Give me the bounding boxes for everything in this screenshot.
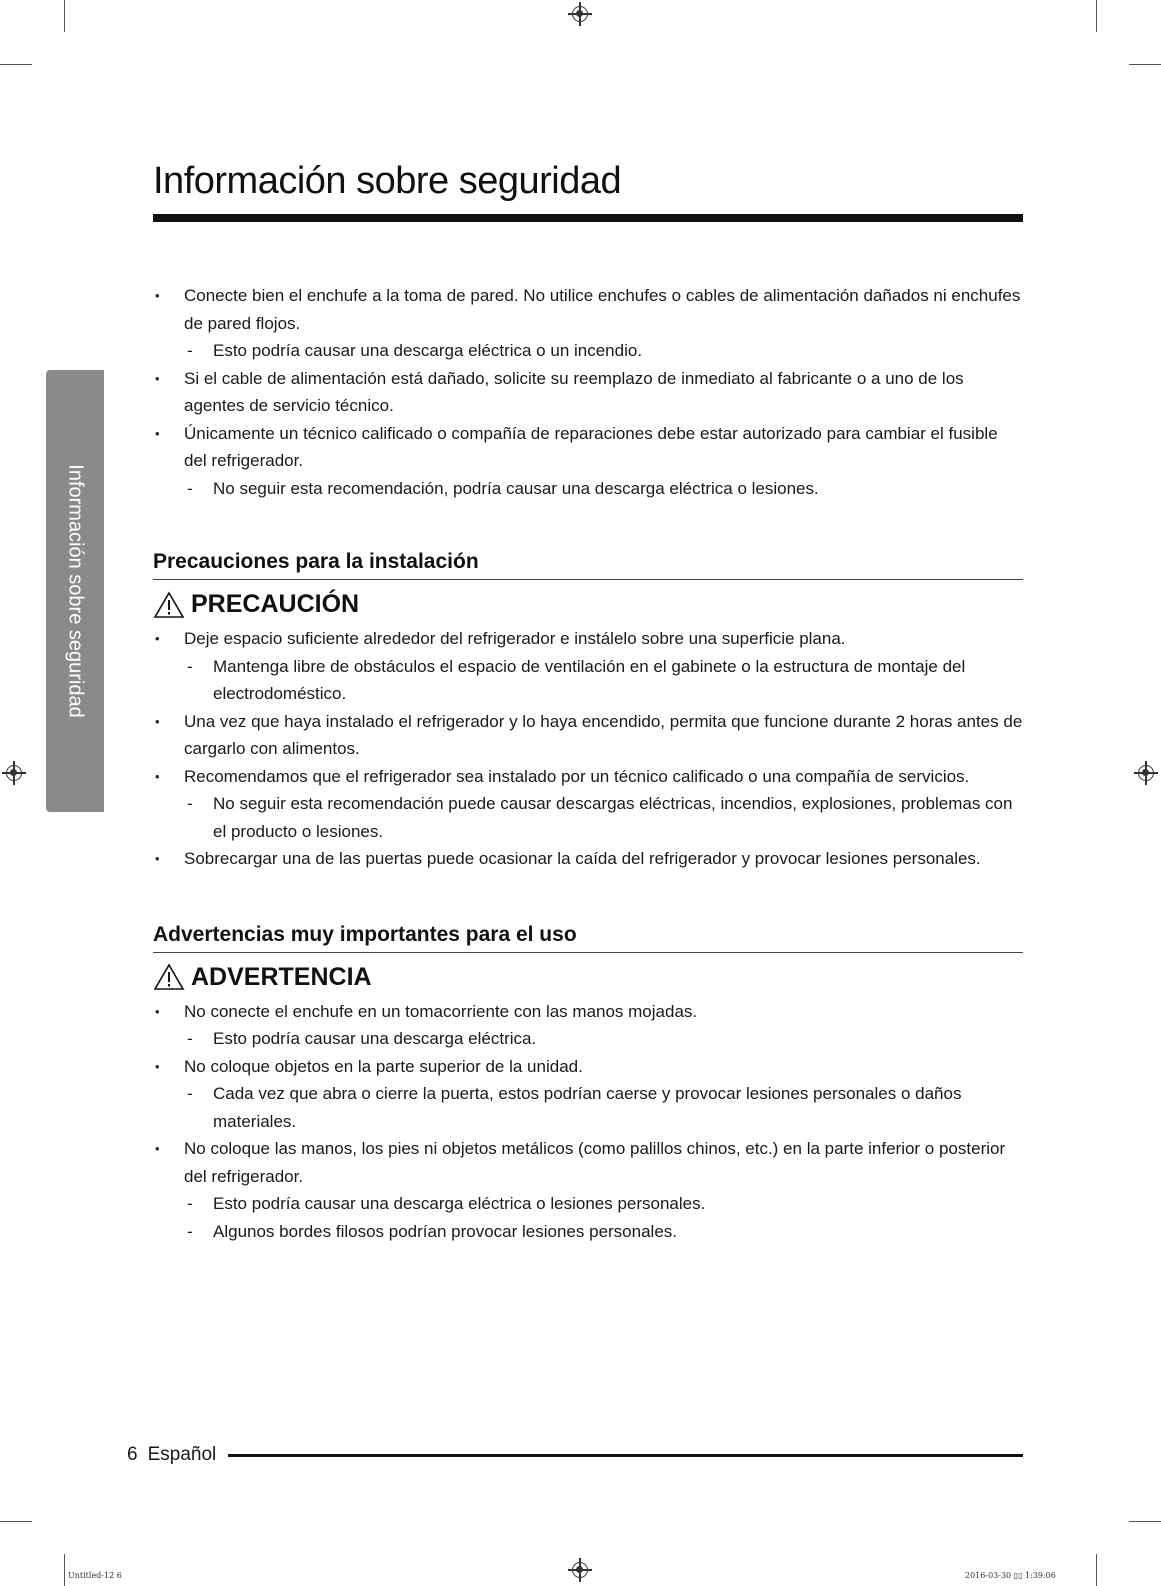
list-item-text: Únicamente un técnico calificado o compañía de reparaciones debe estar autorizado para cambiar el fusible del refrigerador.: [184, 423, 998, 470]
list-item-text: Si el cable de alimentación está dañado, solicite su reemplazo de inmediato al fabricante o a uno de los agentes de servicio técnico.: [184, 368, 964, 415]
list-item: [153, 365, 1023, 420]
list-item: [153, 998, 1023, 1053]
sub-list: [184, 1025, 1023, 1053]
print-mark-left: Untitled-12 6: [68, 1571, 122, 1580]
warning-alert: [153, 963, 1023, 992]
sub-list-item: - No seguir esta recomendación, podría causar una descarga eléctrica o lesiones.: [184, 475, 1023, 503]
page-title: Información sobre seguridad: [153, 160, 622, 202]
page-number: 6: [127, 1444, 138, 1465]
list-item: [153, 708, 1023, 763]
section-heading-usage: Advertencias muy importantes para el uso: [153, 921, 1023, 953]
registration-mark-bottom-icon: [572, 1562, 588, 1578]
list-item-text: Recomendamos que el refrigerador sea instalado por un técnico calificado o una compañía de servicios.: [184, 766, 970, 786]
warning-triangle-icon: [153, 591, 185, 619]
content: [153, 282, 1023, 1245]
list-item-text: No coloque objetos en la parte superior de la unidad.: [184, 1056, 583, 1076]
caution-alert: [153, 590, 1023, 619]
list-item: [153, 625, 1023, 708]
caution-label: PRECAUCIÓN: [191, 590, 360, 618]
registration-mark-right-icon: [1138, 765, 1154, 781]
registration-mark-left-icon: [6, 765, 22, 781]
footer: [127, 1444, 1023, 1466]
sub-list-item: - Cada vez que abra o cierre la puerta, estos podrían caerse y provocar lesiones personales o daños materiales.: [184, 1080, 1023, 1135]
list-item: [153, 282, 1023, 365]
sub-list: [184, 475, 1023, 503]
title-rule: [153, 214, 1023, 222]
intro-list: [153, 282, 1023, 502]
section-usage: [153, 921, 1023, 1246]
section-installation: [153, 548, 1023, 873]
list-item-text: Conecte bien el enchufe a la toma de pared. No utilice enchufes o cables de alimentación dañados ni enchufes de pared flojos.: [184, 286, 1021, 333]
side-tab-label: Información sobre seguridad: [64, 464, 87, 718]
section-heading-installation: Precauciones para la instalación: [153, 548, 1023, 580]
list-item-text: Deje espacio suficiente alrededor del refrigerador e instálelo sobre una superficie plana.: [184, 629, 846, 648]
sub-list: [184, 1190, 1023, 1245]
registration-mark-top-icon: [572, 6, 588, 22]
list-item-text: Una vez que haya instalado el refrigerador y lo haya encendido, permita que funcione durante 2 horas antes de cargarlo con alimentos.: [184, 711, 1023, 758]
sub-list-item: - Esto podría causar una descarga eléctrica o un incendio.: [184, 337, 1023, 365]
print-mark-right: 2016-03-30 ▯▯ 1:39:06: [965, 1571, 1056, 1580]
installation-list: [153, 625, 1023, 873]
side-tab: [46, 370, 104, 812]
list-item: [153, 1135, 1023, 1245]
warning-triangle-icon: [153, 963, 185, 991]
sub-list: [184, 653, 1023, 708]
list-item-text: No conecte el enchufe en un tomacorriente con las manos mojadas.: [184, 1001, 698, 1021]
sub-list-item: - Esto podría causar una descarga eléctrica.: [184, 1025, 1023, 1053]
list-item: [153, 1053, 1023, 1136]
sub-list-item: - Algunos bordes filosos podrían provocar lesiones personales.: [184, 1218, 1023, 1246]
list-item-text: No coloque las manos, los pies ni objetos metálicos (como palillos chinos, etc.) en la parte inferior o posterior del refrigerador.: [184, 1139, 1006, 1186]
sub-list-item: - Esto podría causar una descarga eléctrica o lesiones personales.: [184, 1190, 1023, 1218]
list-item: [153, 420, 1023, 503]
footer-language: Español: [147, 1444, 217, 1465]
sub-list: [184, 790, 1023, 845]
sub-list: [184, 337, 1023, 365]
footer-rule: [228, 1454, 1023, 1457]
usage-list: [153, 998, 1023, 1246]
sub-list-item: - Mantenga libre de obstáculos el espacio de ventilación en el gabinete o la estructura de montaje del electrodoméstico.: [184, 653, 1023, 708]
sub-list: [184, 1080, 1023, 1135]
list-item: [153, 763, 1023, 846]
warning-label: ADVERTENCIA: [191, 962, 372, 991]
sub-list-item: - No seguir esta recomendación puede causar descargas eléctricas, incendios, explosiones, problemas con el producto o lesiones.: [184, 790, 1023, 845]
list-item-text: Sobrecargar una de las puertas puede ocasionar la caída del refrigerador y provocar lesiones personales.: [184, 849, 981, 868]
list-item: [153, 845, 1023, 873]
